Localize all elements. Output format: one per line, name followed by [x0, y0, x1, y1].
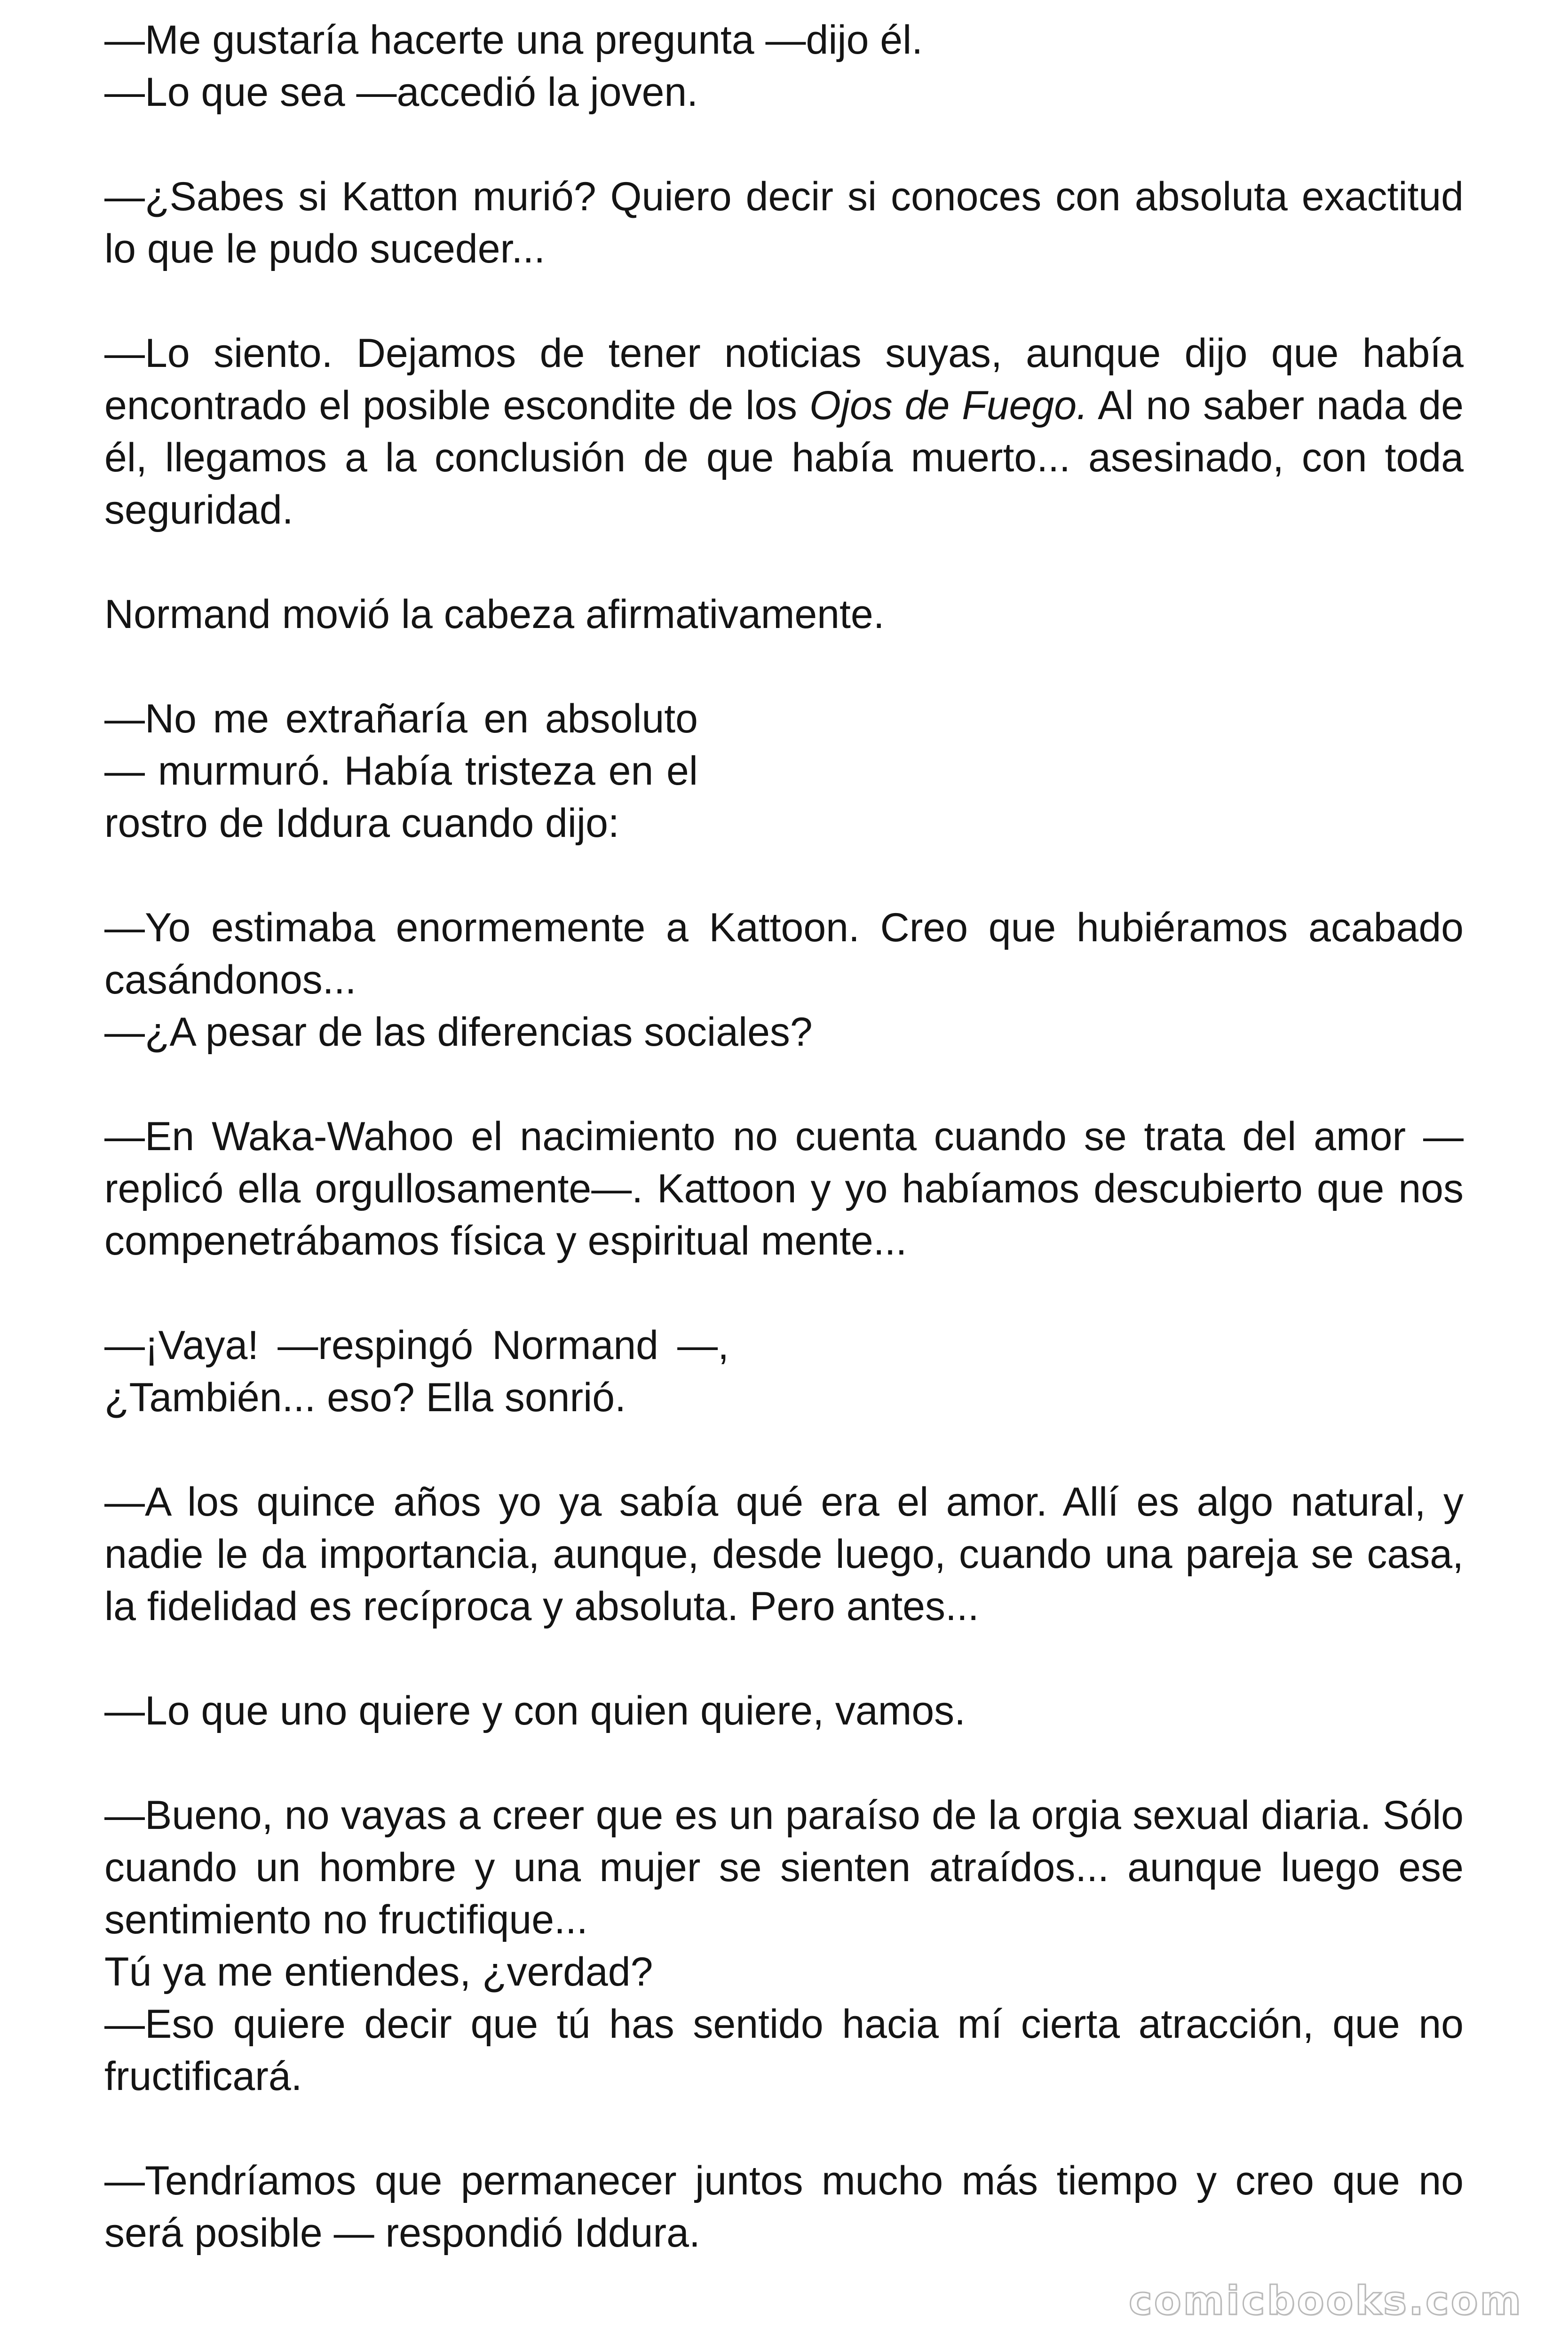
paragraph-2-text: —Lo que sea —accedió la joven. — [104, 70, 698, 115]
paragraph-4-italic: Ojos de Fuego. — [809, 383, 1088, 428]
paragraph-10: —¡Vaya! —respingó Normand —, ¿También... eso? Ella sonrió. — [104, 1323, 729, 1420]
paragraph-15: —Eso quiere decir que tú has sentido hacia mí cierta atracción, que no fructificará. — [104, 2002, 1464, 2099]
paragraph-4 — [104, 327, 1464, 536]
paragraph-14: Tú ya me entiendes, ¿verdad? — [104, 1949, 653, 1994]
paragraph-4-end: Al no saber nada de él, llegamos a la conclusión de que había muerto... asesinado, con toda seguridad. — [104, 383, 1464, 532]
paragraph-1 — [104, 14, 1464, 66]
paragraph-5: Normand movió la cabeza afirmativamente. — [104, 592, 885, 637]
paragraph-16: —Tendríamos que permanecer juntos mucho más tiempo y creo que no será posible — respondió Iddura. — [104, 2158, 1464, 2256]
paragraph-4-start: —Lo siento. Dejamos de tener noticias suyas, aunque dijo que había encontrado el posible escondite de los — [104, 331, 1464, 428]
paragraph-6: —No me extrañaría en absoluto — murmuró. Había tristeza en el rostro de Iddura cuando dijo: — [104, 696, 698, 846]
watermark: comicbooks.com — [1129, 2278, 1523, 2324]
paragraph-7: —Yo estimaba enormemente a Kattoon. Creo que hubiéramos acabado casándonos... — [104, 905, 1464, 1002]
paragraph-3: —¿Sabes si Katton murió? Quiero decir si conoces con absoluta exactitud lo que le pudo suceder... — [104, 174, 1464, 271]
paragraph-2 — [104, 66, 1464, 119]
paragraph-8: —¿A pesar de las diferencias sociales? — [104, 1009, 813, 1055]
paragraph-12: —Lo que uno quiere y con quien quiere, vamos. — [104, 1688, 966, 1733]
body-text — [104, 14, 1464, 2312]
paragraph-1-text: —Me gustaría hacerte una pregunta —dijo él. — [104, 17, 923, 63]
paragraph-11: —A los quince años yo ya sabía qué era el amor. Allí es algo natural, y nadie le da importancia, aunque, desde luego, cuando una pareja se casa, la fidelidad es recíproca y absoluta. Pero antes... — [104, 1479, 1464, 1629]
paragraph-13: —Bueno, no vayas a creer que es un paraíso de la orgia sexual diaria. Sólo cuando un hombre y una mujer se sienten atraídos... aunque luego ese sentimiento no fructifique... — [104, 1793, 1464, 1942]
paragraph-9: —En Waka-Wahoo el nacimiento no cuenta cuando se trata del amor —replicó ella orgullosamente—. Kattoon y yo habíamos descubierto que nos compenetrábamos física y espiritual mente... — [104, 1114, 1464, 1263]
